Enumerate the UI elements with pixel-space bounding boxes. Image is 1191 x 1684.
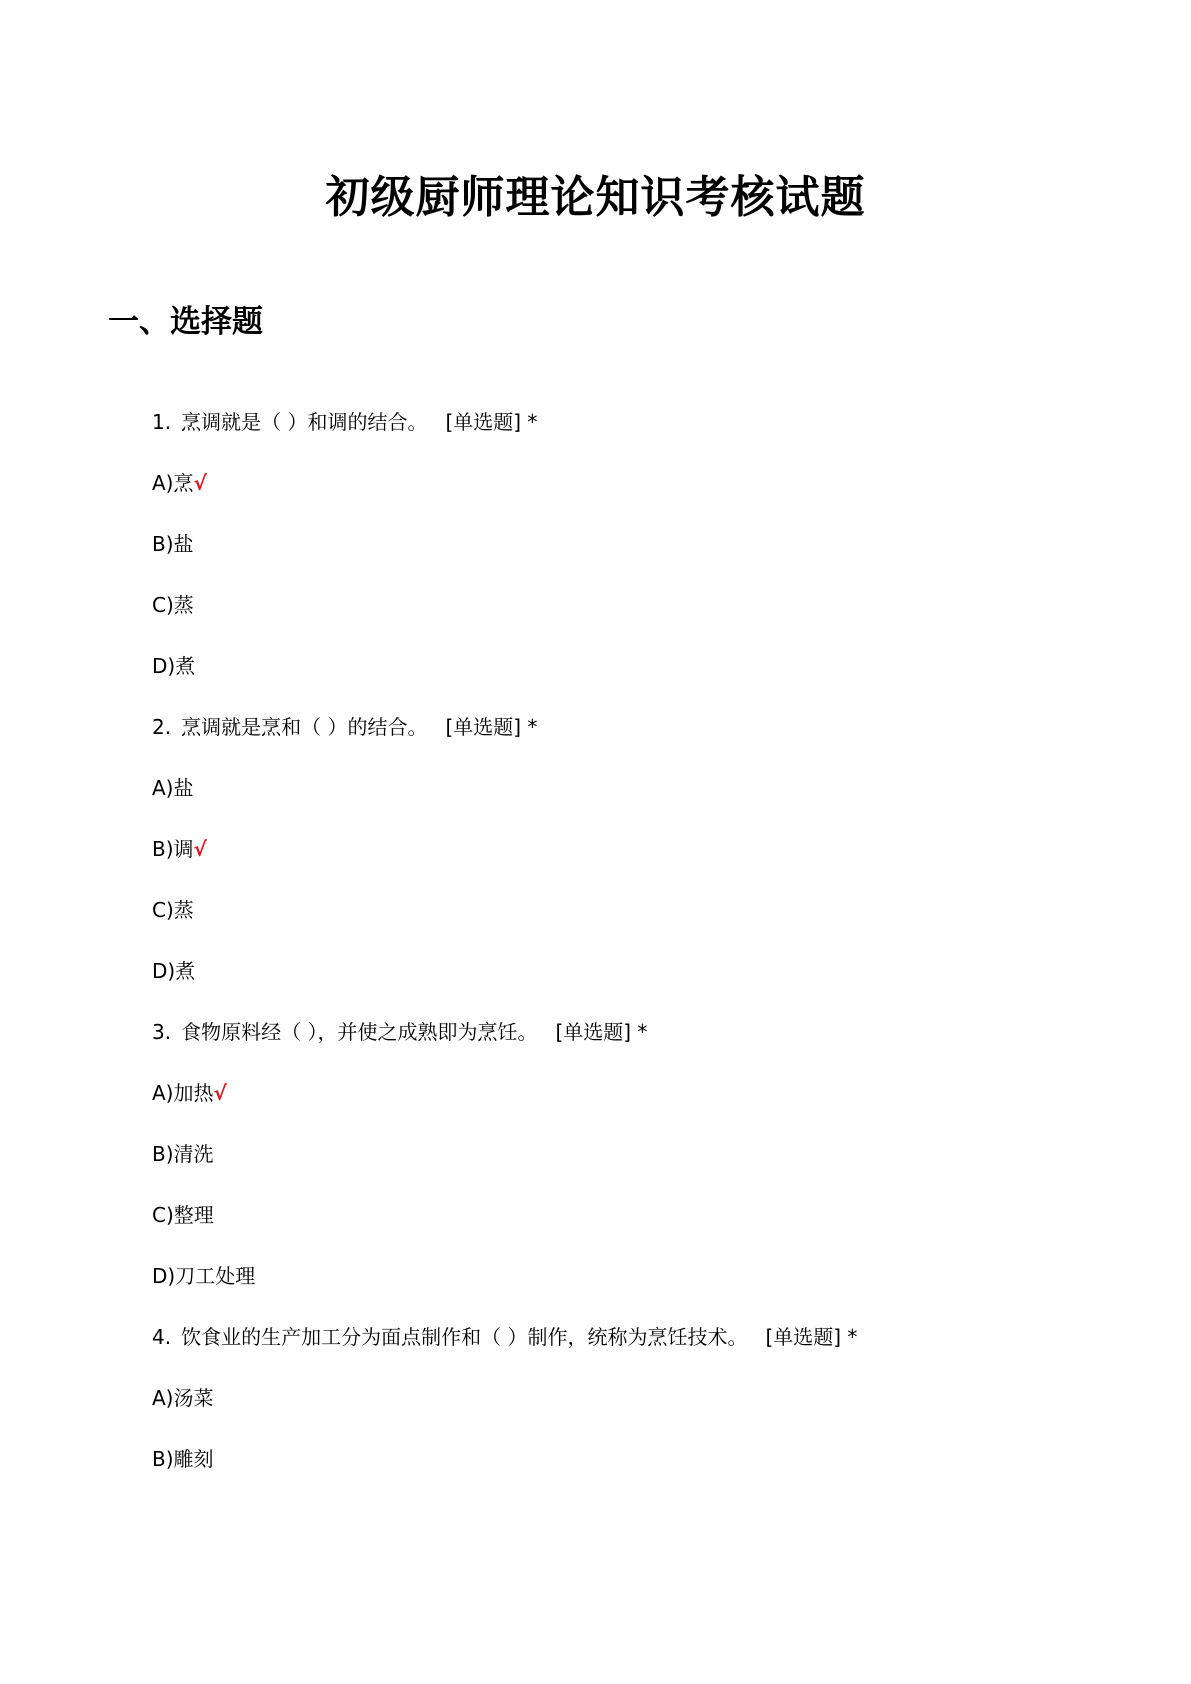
option-3b[interactable] bbox=[152, 1140, 214, 1168]
option-4a[interactable] bbox=[152, 1384, 213, 1412]
correct-check-icon: √ bbox=[213, 1081, 227, 1105]
question-type: [单选题] * bbox=[445, 410, 538, 434]
option-label: A)汤菜 bbox=[152, 1386, 214, 1410]
option-4b[interactable] bbox=[152, 1445, 214, 1473]
question-2 bbox=[152, 713, 537, 741]
question-text: 烹调就是烹和（ ）的结合。 bbox=[181, 715, 428, 739]
option-label: A)加热 bbox=[152, 1081, 214, 1105]
option-2b[interactable] bbox=[152, 835, 207, 863]
question-text: 烹调就是（ ）和调的结合。 bbox=[181, 410, 428, 434]
question-text: 饮食业的生产加工分为面点制作和（ ）制作，统称为烹饪技术。 bbox=[181, 1325, 748, 1349]
option-label: A)盐 bbox=[152, 776, 194, 800]
page-title: 初级厨师理论知识考核试题 bbox=[325, 172, 866, 223]
option-label: C)整理 bbox=[152, 1203, 214, 1227]
correct-check-icon: √ bbox=[193, 837, 207, 861]
question-number: 1. bbox=[152, 410, 172, 434]
section-heading: 一、选择题 bbox=[108, 304, 263, 340]
option-label: D)煮 bbox=[152, 959, 196, 983]
question-1 bbox=[152, 408, 537, 436]
question-type: [单选题] * bbox=[445, 715, 538, 739]
question-4 bbox=[152, 1323, 857, 1351]
option-2c[interactable] bbox=[152, 896, 194, 924]
option-label: D)煮 bbox=[152, 654, 196, 678]
option-label: D)刀工处理 bbox=[152, 1264, 256, 1288]
question-type: [单选题] * bbox=[555, 1020, 648, 1044]
option-3c[interactable] bbox=[152, 1201, 214, 1229]
question-number: 2. bbox=[152, 715, 172, 739]
question-text: 食物原料经（ ），并使之成熟即为烹饪。 bbox=[181, 1020, 538, 1044]
option-2a[interactable] bbox=[152, 774, 193, 802]
option-1b[interactable] bbox=[152, 530, 194, 558]
question-type: [单选题] * bbox=[765, 1325, 858, 1349]
option-2d[interactable] bbox=[152, 957, 195, 985]
question-number: 4. bbox=[152, 1325, 172, 1349]
option-label: C)蒸 bbox=[152, 593, 194, 617]
option-label: B)调 bbox=[152, 837, 194, 861]
question-number: 3. bbox=[152, 1020, 172, 1044]
option-1d[interactable] bbox=[152, 652, 195, 680]
option-3a[interactable] bbox=[152, 1079, 227, 1107]
option-label: B)盐 bbox=[152, 532, 194, 556]
correct-check-icon: √ bbox=[193, 471, 207, 495]
option-label: A)烹 bbox=[152, 471, 194, 495]
option-label: B)雕刻 bbox=[152, 1447, 214, 1471]
option-1a[interactable] bbox=[152, 469, 207, 497]
option-label: B)清洗 bbox=[152, 1142, 214, 1166]
question-3 bbox=[152, 1018, 647, 1046]
option-1c[interactable] bbox=[152, 591, 194, 619]
option-3d[interactable] bbox=[152, 1262, 255, 1290]
option-label: C)蒸 bbox=[152, 898, 194, 922]
